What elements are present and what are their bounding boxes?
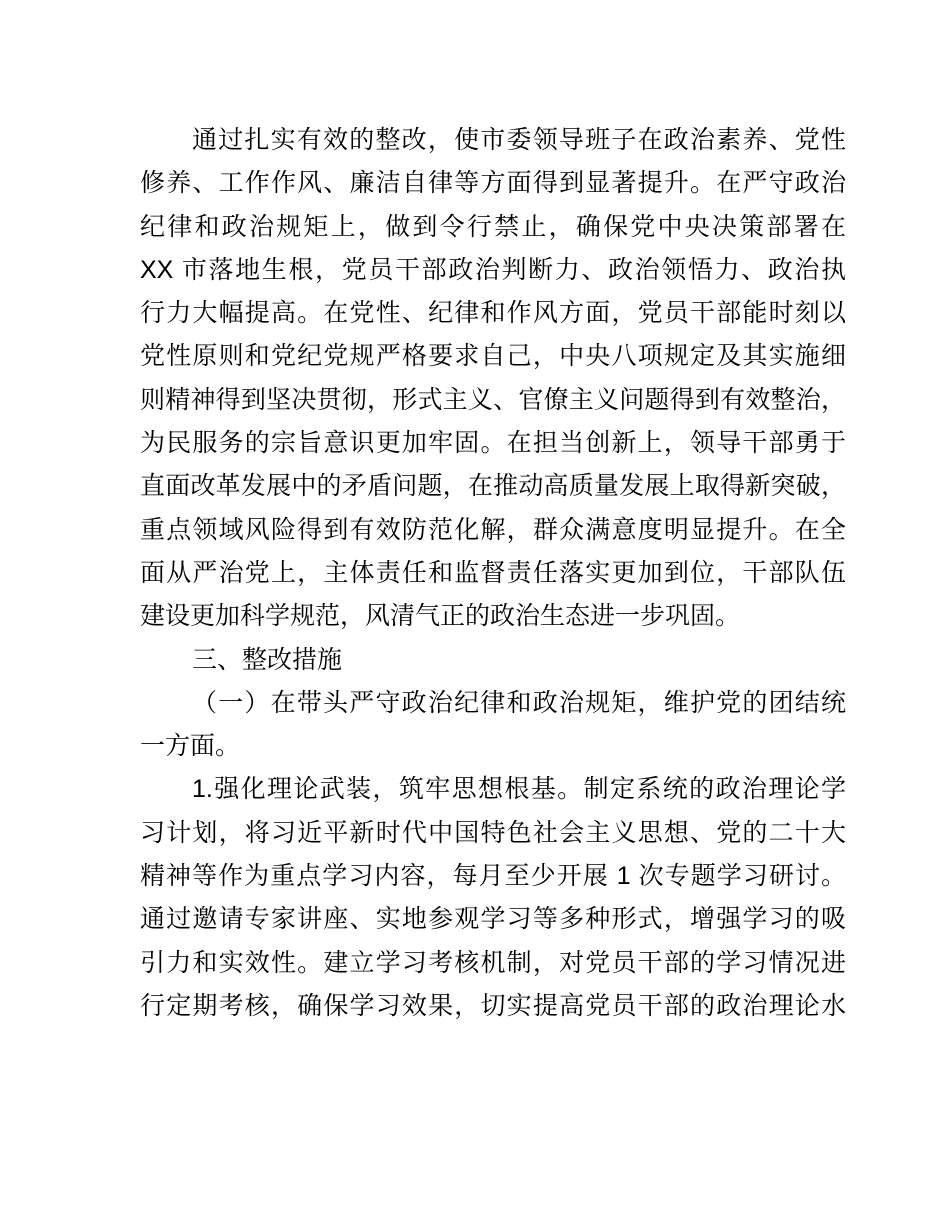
text-line-subsection-one-title-1: 一方面。 xyxy=(140,732,241,761)
text-line-measure-one-1: 习计划，将习近平新时代中国特色社会主义思想、党的二十大 xyxy=(140,818,846,847)
text-line-paragraph-expected-results-5: 党性原则和党纪党规严格要求自己，中央八项规定及其实施细 xyxy=(140,342,846,371)
document-text-block xyxy=(140,119,846,1028)
text-line-measure-one-5: 行定期考核，确保学习效果，切实提高党员干部的政治理论水 xyxy=(140,991,846,1020)
text-line-measure-one-3: 通过邀请专家讲座、实地参观学习等多种形式，增强学习的吸 xyxy=(140,905,846,934)
text-line-paragraph-expected-results-6: 则精神得到坚决贯彻，形式主义、官僚主义问题得到有效整治， xyxy=(140,385,846,414)
text-line-paragraph-expected-results-4: 行力大幅提高。在党性、纪律和作风方面，党员干部能时刻以 xyxy=(140,299,846,328)
text-line-paragraph-expected-results-10: 面从严治党上，主体责任和监督责任落实更加到位，干部队伍 xyxy=(140,558,846,587)
text-line-paragraph-expected-results-7: 为民服务的宗旨意识更加牢固。在担当创新上，领导干部勇于 xyxy=(140,429,846,458)
text-line-paragraph-expected-results-8: 直面改革发展中的矛盾问题，在推动高质量发展上取得新突破， xyxy=(140,472,846,501)
text-line-paragraph-expected-results-2: 纪律和政治规矩上，做到令行禁止，确保党中央决策部署在 xyxy=(140,212,846,241)
text-line-paragraph-expected-results-1: 修养、工作作风、廉洁自律等方面得到显著提升。在严守政治 xyxy=(140,169,846,198)
text-line-section-heading-three-0: 三、整改措施 xyxy=(192,645,343,674)
text-line-paragraph-expected-results-3: XX 市落地生根，党员干部政治判断力、政治领悟力、政治执 xyxy=(140,255,846,284)
text-line-paragraph-expected-results-9: 重点领域风险得到有效防范化解，群众满意度明显提升。在全 xyxy=(140,515,846,544)
text-line-paragraph-expected-results-11: 建设更加科学规范，风清气正的政治生态进一步巩固。 xyxy=(140,602,741,631)
text-line-measure-one-0: 1.强化理论武装，筑牢思想根基。制定系统的政治理论学 xyxy=(192,775,846,804)
text-line-measure-one-2: 精神等作为重点学习内容，每月至少开展 1 次专题学习研讨。 xyxy=(140,862,846,891)
text-line-subsection-one-title-0: （一）在带头严守政治纪律和政治规矩，维护党的团结统 xyxy=(192,688,846,717)
text-line-paragraph-expected-results-0: 通过扎实有效的整改，使市委领导班子在政治素养、党性 xyxy=(192,126,846,154)
text-line-measure-one-4: 引力和实效性。建立学习考核机制，对党员干部的学习情况进 xyxy=(140,948,846,977)
